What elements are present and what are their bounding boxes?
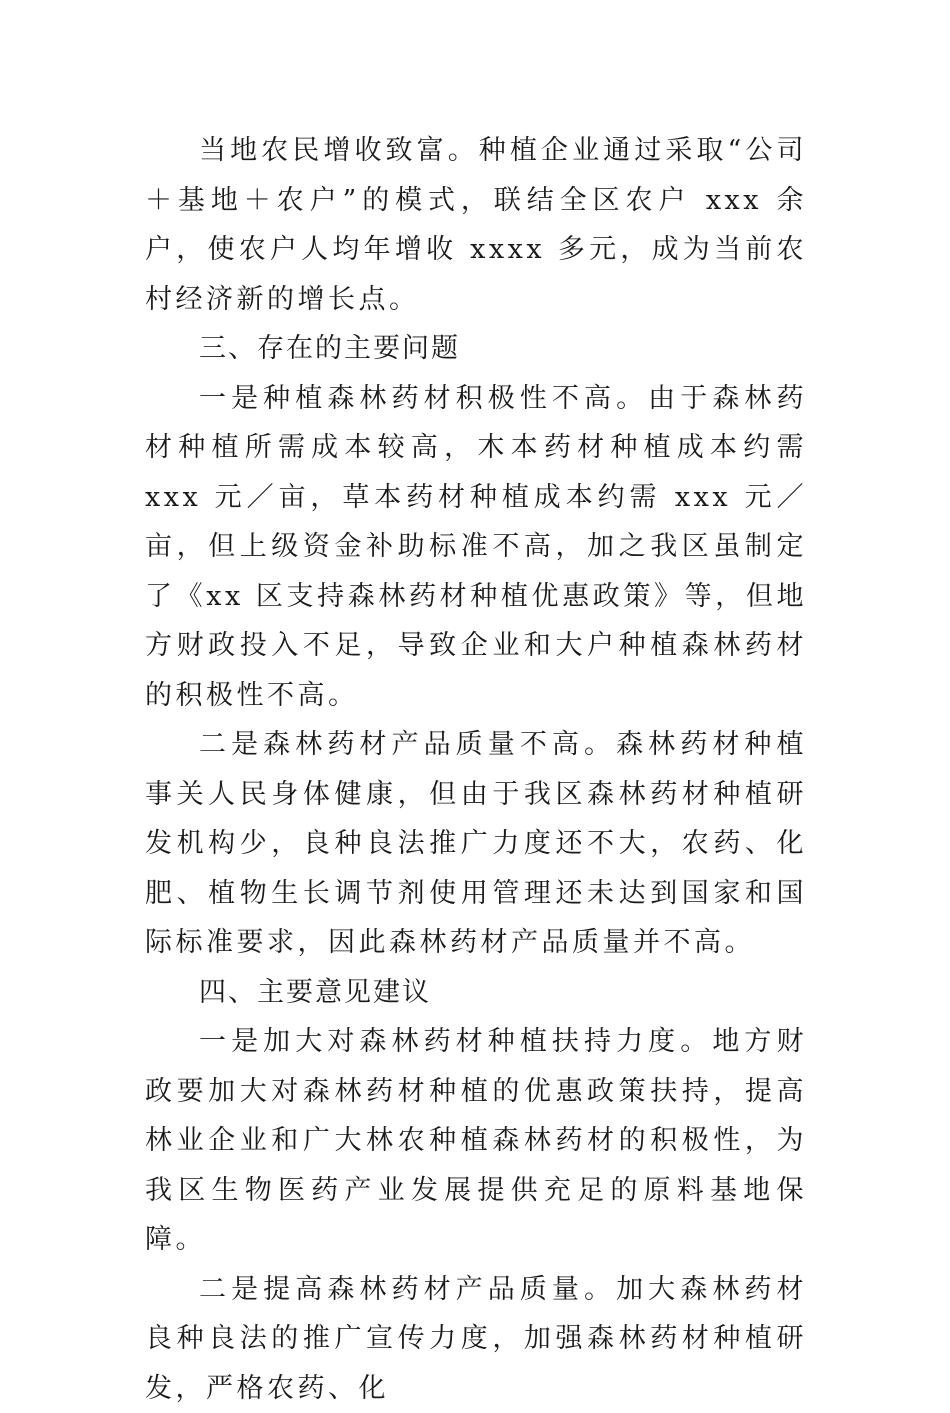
paragraph-continuation: 当地农民增收致富。种植企业通过采取“公司＋基地＋农户”的模式，联结全区农户 xxx 余户，使农户人均年增收 xxxx 多元，成为当前农村经济新的增长点。 [145,126,807,324]
section-heading-suggestions: 四、主要意见建议 [145,968,807,1018]
paragraph-problem-2: 二是森林药材产品质量不高。森林药材种植事关人民身体健康，但由于我区森林药材种植研发机构少，良种良法推广力度还不大，农药、化肥、植物生长调节剂使用管理还未达到国家和国际标准要求，因此森林药材产品质量并不高。 [145,720,807,968]
document-body [145,126,807,1413]
paragraph-suggestion-2: 二是提高森林药材产品质量。加大森林药材良种良法的推广宣传力度，加强森林药材种植研发，严格农药、化 [145,1265,807,1413]
section-heading-problems: 三、存在的主要问题 [145,324,807,374]
paragraph-suggestion-1: 一是加大对森林药材种植扶持力度。地方财政要加大对森林药材种植的优惠政策扶持，提高林业企业和广大林农种植森林药材的积极性，为我区生物医药产业发展提供充足的原料基地保障。 [145,1017,807,1265]
paragraph-problem-1: 一是种植森林药材积极性不高。由于森林药材种植所需成本较高，木本药材种植成本约需 xxx 元／亩，草本药材种植成本约需 xxx 元／亩，但上级资金补助标准不高，加之我区虽制定了《xx 区支持森林药材种植优惠政策》等，但地方财政投入不足，导致企业和大户种植森林药材的积极性不高。 [145,374,807,721]
